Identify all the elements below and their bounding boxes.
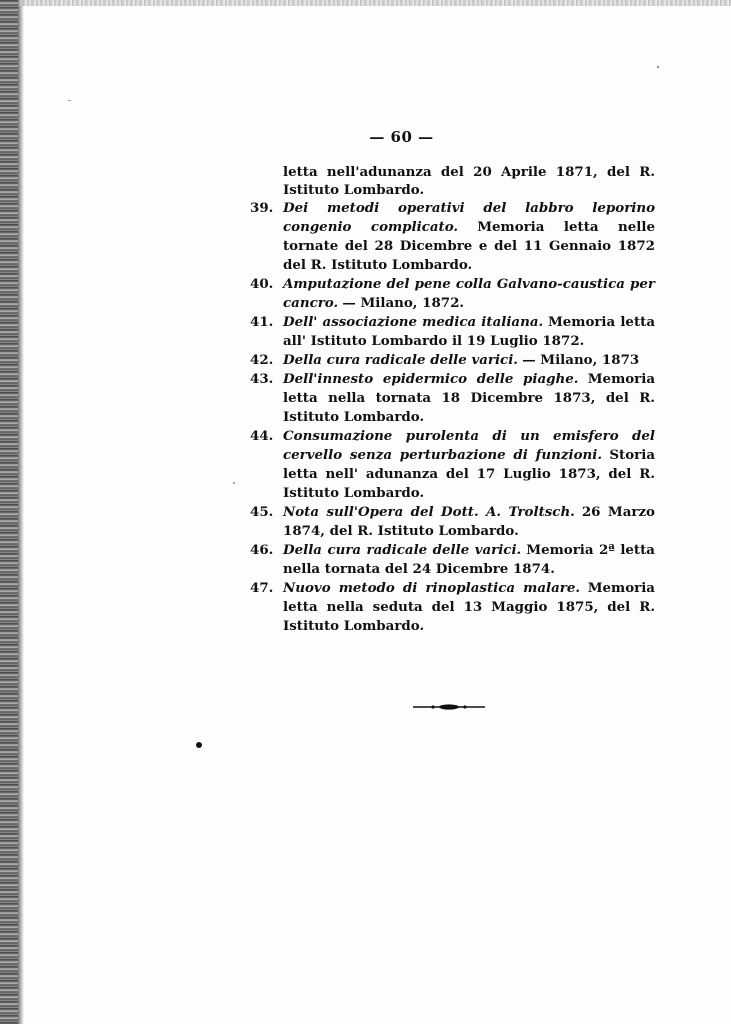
entry-number: 39. [250, 200, 274, 216]
entry-body [283, 427, 655, 503]
ornament-dot-right [463, 705, 466, 708]
binding-shadow [18, 0, 24, 1024]
end-ornament [413, 700, 485, 714]
entry-title: Nota sull'Opera del Dott. A. Troltsch. [283, 504, 575, 520]
entry-body [283, 503, 655, 541]
bibliography-list [250, 163, 655, 636]
entry-number: 41. [250, 314, 274, 330]
list-item [250, 275, 655, 313]
entry-title: Dell'innesto epidermico delle piaghe. [283, 371, 579, 387]
entry-title: Amputazione del pene colla Galvano-caustica per cancro. [283, 276, 655, 311]
entry-description: Storia letta nell' adunanza del 17 Luglio 1873, del R. Istituto Lombardo. [283, 447, 655, 501]
list-item [250, 541, 655, 579]
entry-number: 42. [250, 352, 274, 368]
entry-body [283, 313, 655, 351]
list-item [250, 199, 655, 275]
entry-description: Memoria letta nella tornata 18 Dicembre 1873, del R. Istituto Lombardo. [283, 371, 655, 425]
entry-description: Memoria letta nella seduta del 13 Maggio 1875, del R. Istituto Lombardo. [283, 580, 655, 634]
list-item [250, 579, 655, 636]
entry-description: — Milano, 1872. [342, 295, 465, 311]
entry-body [283, 199, 655, 275]
entry-number: 46. [250, 542, 274, 558]
list-item [250, 427, 655, 503]
entry-number: 45. [250, 504, 274, 520]
continuation-text: letta nell'adunanza del 20 Aprile 1871, del R. Istituto Lombardo. [283, 164, 655, 198]
list-item [250, 313, 655, 351]
entry-title: Dei metodi operativi del labbro leporino congenio complicato. [283, 200, 655, 235]
list-item [250, 351, 655, 370]
ornament-dot-left [431, 705, 434, 708]
entry-description: Memoria 2ª letta nella tornata del 24 Dicembre 1874. [283, 542, 655, 577]
entry-title: Nuovo metodo di rinoplastica malare. [283, 580, 581, 596]
entry-description: Memoria letta nelle tornate del 28 Dicembre e del 11 Gennaio 1872 del R. Istituto Lombardo. [283, 219, 655, 273]
entry-description: 26 Marzo 1874, del R. Istituto Lombardo. [283, 504, 655, 539]
ink-speck [657, 66, 659, 68]
entry-body [283, 541, 655, 579]
ink-speck [68, 100, 71, 101]
list-item [250, 370, 655, 427]
ink-speck [233, 482, 235, 484]
entry-number: 40. [250, 276, 274, 292]
binding-edge [0, 0, 18, 1024]
entry-body [283, 579, 655, 636]
entry-number: 43. [250, 371, 274, 387]
entry-body [283, 275, 655, 313]
page-number: — 60 — [369, 128, 434, 146]
entry-title: Consumazione purolenta di un emisfero del cervello senza perturbazione di funzioni. [283, 428, 655, 463]
entry-number: 44. [250, 428, 274, 444]
entry-title: Dell' associazione medica italiana. [283, 314, 544, 330]
list-item [250, 503, 655, 541]
entry-description: — Milano, 1873 [522, 352, 640, 368]
scan-top-edge [18, 0, 731, 6]
ink-speck [196, 742, 202, 748]
entry-description: Memoria letta all' Istituto Lombardo il 19 Luglio 1872. [283, 314, 656, 349]
ornament-center [439, 704, 459, 709]
entry-body [283, 370, 655, 427]
entry-title: Della cura radicale delle varici. [283, 542, 522, 558]
entry-body [283, 351, 655, 370]
entry-number: 47. [250, 580, 274, 596]
entry-title: Della cura radicale delle varici. [283, 352, 518, 368]
